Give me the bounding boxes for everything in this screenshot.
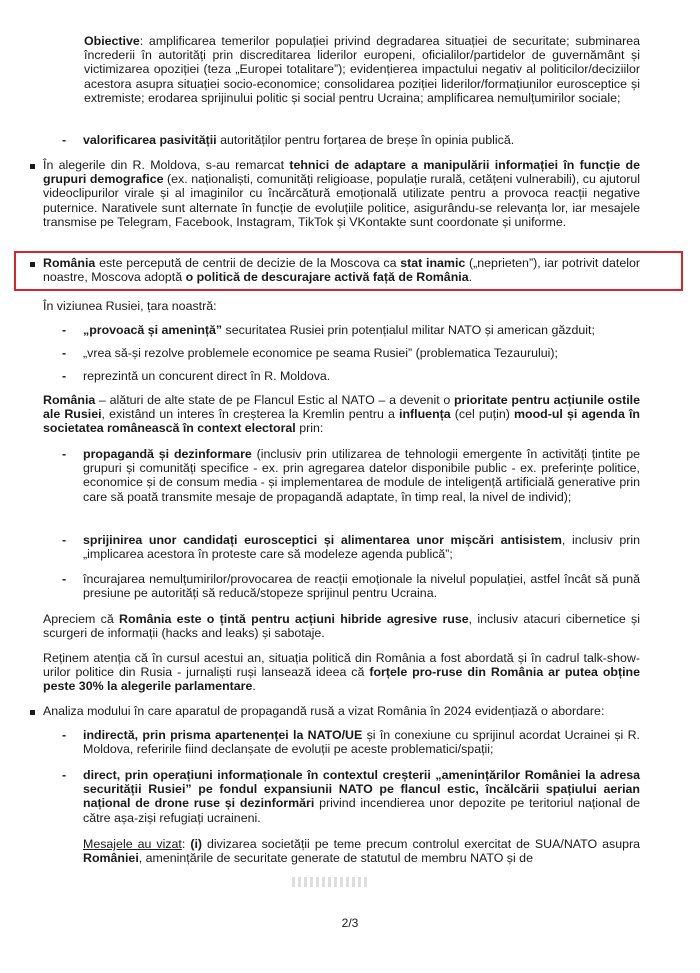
dash-bullet: - [62,768,67,782]
indirect-bold: indirectă, prin prisma apartenenței la NATO/UE [83,728,363,742]
vision-item-1-bold: „provoacă și amenință” [83,323,223,337]
talkshow-text-1: Reținem atenția că în cursul acestui an, situația politică din România a fost abordată și în cadrul talk-show-urilor politice din Rusia - jurnaliști ruși lansează ideea că [43,651,640,680]
talkshow-bold: forțele pro-ruse din România ar putea obține peste 30% la alegerile parlamentare [43,665,640,694]
page-number: 2/3 [341,916,359,930]
vision-item-3 [83,369,643,383]
hybrid-text-1: Apreciem că [43,612,120,626]
dash-bullet: - [62,369,67,383]
support-item [83,533,640,561]
flank-bold-1: România [43,393,96,407]
square-bullet [30,262,35,267]
messages-underlined: Mesajele au vizat [83,837,182,851]
flank-bold-3: influența [399,407,451,422]
indirect-text: și în conexiune cu sprijinul acordat Ucrainei și R. Moldova, referirile fiind declanșate de evoluții pe aceste problematici/spații; [83,728,640,757]
direct-bold: direct, prin operațiuni informaționale în contextul creșterii „amenințărilor României la adresa securității Rusiei” pe fondul expansiunii NATO pe flancul estic, încălcării spațiului aerian național de drone ruse și dezinformări [83,768,640,811]
hybrid-paragraph [43,612,640,640]
encourage-item [83,572,640,600]
moldova-bold: tehnici de adaptare a manipulării informației în funcție de grupuri demografice [43,158,640,187]
vision-intro-text: În viziunea Rusiei, țara noastră: [43,299,217,313]
stamp-smudge [292,877,368,887]
analysis-text: Analiza modului în care aparatul de propagandă rusă a vizat România în 2024 evidențiază o abordare: [43,704,605,718]
propaganda-text: (inclusiv prin utilizarea de tehnologii emergente în activități țintite pe grupuri și comunități specifice - ex. prin agregarea datelor disponibile public - ex. preferințe politice, economice și de consum media - și implementarea de module de inteligență artificială generative prin care să poată transmite mesaje de propagandă adaptate, în timp real, la nivel de individ); [83,447,640,504]
flank-text-4: prin: [295,421,324,436]
dash-bullet: - [62,533,67,547]
vision-item-3-text: reprezintă un concurent direct în R. Moldova. [83,369,331,383]
period: . [468,270,473,285]
passivity-item [83,133,643,147]
direct-item [83,768,640,825]
objectives-text: : amplificarea temerilor populației privind degradarea situației de securitate; subminarea încrederii în autorități prin discreditarea liderilor europeni, oficialilor/partidelor de guvernământ și victimizarea opoziției (teza „Europei totalitare”); evidențierea impactului negativ al politicilor/deciziilor acestora asupra situației socio-economice; consolidarea poziției liderilor/formațiunilor eurosceptice și extremiste; erodarea sprijinului politic și social pentru Ucraina; amplificarea nemulțumirilor sociale; [84,34,640,105]
messages-text-3: , amenințările de securitate generate de statutul de membru NATO și de [138,851,533,866]
passivity-bold: valorificarea pasivității [83,133,217,147]
objectives-paragraph [84,34,640,105]
hybrid-bold: România este o țintă pentru acțiuni hibride agresive ruse [119,612,469,626]
flank-text-3: (cel puțin) [450,407,515,422]
direct-text: privind incendierea unor depozite pe teritoriul național de către așa-ziși refugiați ucraineni. [83,796,640,825]
moldova-text-2: (ex. naționaliști, comunități religioase, populație rurală, cetățeni vulnerabili), cu ajutorul videoclipurilor virale și al imaginilor cu încărcătură emoțională utilizate pentru a provoca reacții negative puternice. Narativele sunt alternate în funcție de evoluțiile politice, asigurându-se relevanța lor, iar mesajele transmise pe Telegram, Facebook, Instagram, TikTok și VKontakte sunt coordonate și uniforme. [43,172,641,229]
messages-paragraph [83,837,640,865]
flank-bold-4: mood-ul și agenda în societatea românească în context electoral [43,407,640,436]
square-bullet [30,164,35,169]
dash-bullet: - [62,133,67,147]
vision-item-1-text: securitatea Rusiei prin potențialul militar NATO și american găzduit; [222,323,595,337]
square-bullet [30,710,35,715]
support-text: , inclusiv prin „implicarea acestora în proteste care să modeleze agenda publică”; [83,533,640,562]
flank-bold-2: prioritate pentru acțiunile ostile ale Rusiei [43,393,640,422]
analysis-paragraph [43,704,643,718]
propaganda-item [83,447,640,504]
propaganda-bold: propagandă și dezinformare [83,447,252,461]
messages-colon: : [181,837,191,851]
policy-bold: o politică de descurajare activă față de România [185,270,469,285]
dash-bullet: - [62,323,67,337]
support-bold: sprijinirea unor candidați eurosceptici și alimentarea unor mișcări antisistem [83,533,562,547]
passivity-text: autorităților pentru forțarea de breșe în opinia publică. [216,133,515,147]
objectives-label: Obiective [84,34,140,48]
vision-intro [43,299,640,313]
messages-bold-1: (i) [190,837,203,851]
messages-text-2: divizarea societății pe teme precum controlul exercitat de SUA/NATO asupra [202,837,641,851]
flank-text-1: – alături de alte state de pe Flancul Estic al NATO – a devenit o [95,393,454,407]
enemy-bold: stat inamic [400,256,466,270]
talkshow-paragraph [43,651,640,694]
flank-text-2: , existând un interes în creșterea la Kremlin pentru a [101,407,400,422]
flank-paragraph [43,393,640,436]
dash-bullet: - [62,572,67,586]
vision-item-1 [83,323,643,337]
enemy-state-paragraph [43,256,640,284]
romania-bold: România [43,256,96,270]
indirect-item [83,728,640,756]
dash-bullet: - [62,346,67,360]
moldova-text: În alegerile din R. Moldova, s-au remarcat [43,158,290,172]
vision-item-2 [83,346,643,360]
dash-bullet: - [62,447,67,461]
messages-bold-2: României [83,851,139,866]
dash-bullet: - [62,728,67,742]
vision-item-2-text: „vrea să-și rezolve problemele economice pe seama Rusiei” (problematica Tezaurului); [83,346,558,360]
enemy-text: este percepută de centrii de decizie de la Moscova ca [95,256,401,270]
talkshow-text-2: . [252,679,256,694]
encourage-text: încurajarea nemulțumirilor/provocarea de reacții emoționale la nivelul populației, astfel încât să pună presiune pe autorități să reducă/stopeze sprijinul pentru Ucraina. [83,572,640,601]
moldova-paragraph [43,158,640,229]
hybrid-text-2: , inclusiv atacuri cibernetice și scurgeri de informații (hacks and leaks) și sabotaje. [43,612,640,641]
enemy-text-2: („neprieten”), iar potrivit datelor noastre, Moscova adoptă [43,256,640,285]
